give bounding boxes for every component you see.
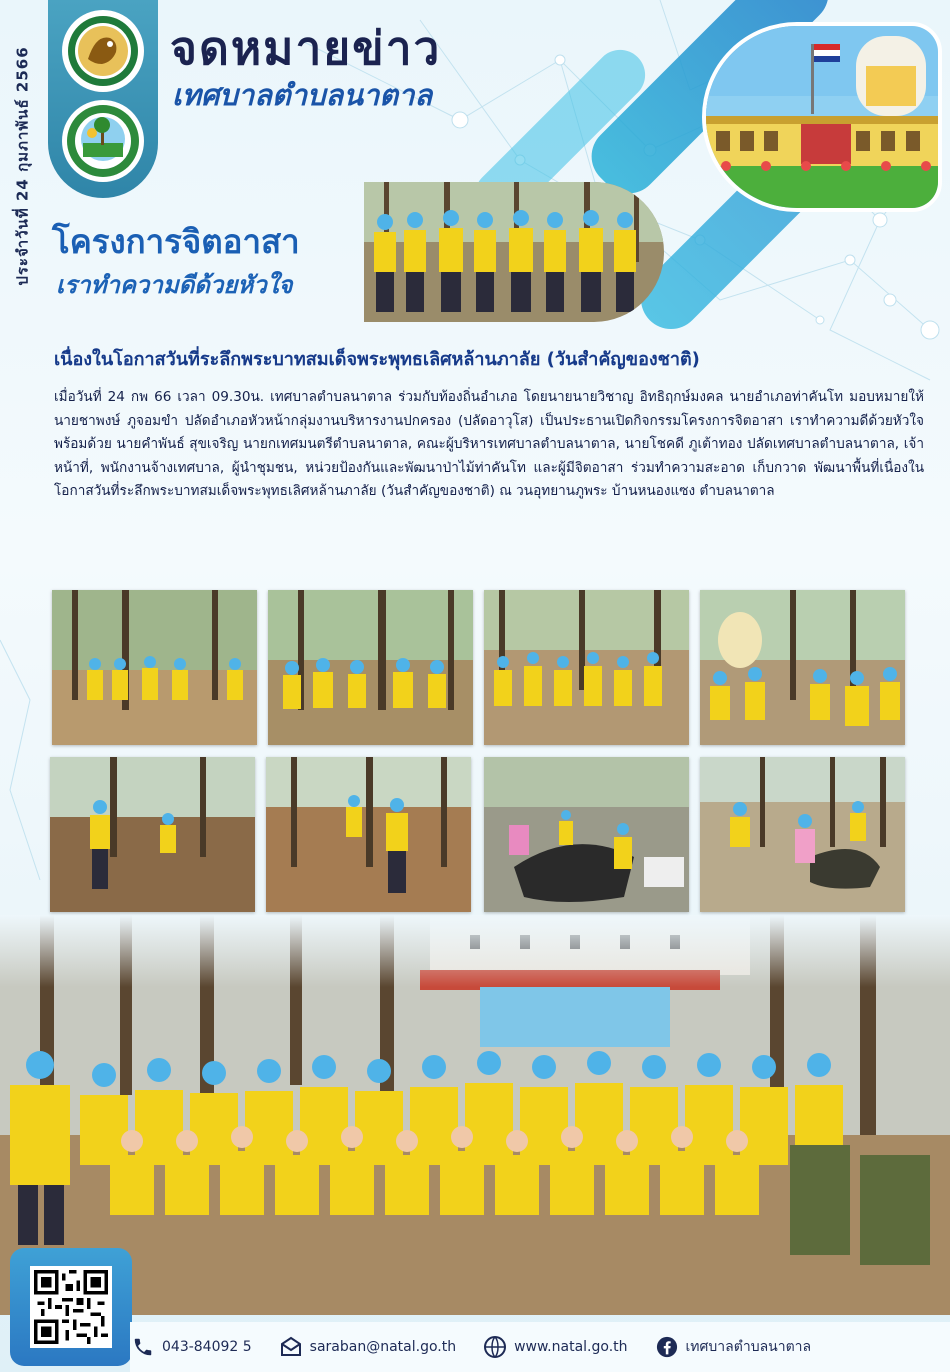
phone-number: 043-84092 5 (162, 1339, 252, 1355)
globe-icon (482, 1334, 508, 1360)
phone-icon (130, 1334, 156, 1360)
footer-phone[interactable] (130, 1334, 252, 1360)
contact-footer (130, 1322, 950, 1372)
issue-date (6, 16, 40, 316)
activity-photo (50, 757, 255, 912)
footer-email[interactable] (278, 1334, 456, 1360)
footer-website[interactable] (482, 1334, 627, 1360)
qr-code-panel (10, 1248, 132, 1366)
article-body: เมื่อวันที่ 24 กพ 66 เวลา 09.30น. เทศบาลตำบลนาตาล ร่วมกับท้องถิ่นอำเภอ โดยนายนายวิชาญ อิทธิฤกษ์มงคล นายอำเภอท่าคันโท มอบหมายให้ นายชาพงษ์ ภูจอมขำ ปลัดอำเภอหัวหน้ากลุ่มงานบริหารงานปกครอง (ปลัดอาวุโส) เป็นประธานเปิดกิจกรรมโครงการจิตอาสา เราทำความดีด้วยหัวใจ พร้อมด้วย นายคำพันธ์ สุขเจริญ นายกเทศมนตรีตำบลนาตาล, คณะผู้บริหารเทศบาลตำบลนาตาล, นายโชคดี ภูเต้าทอง ปลัดเทศบาลตำบลนาตาล, เจ้าหน้าที่, พนักงานจ้างเทศบาล, ผู้นำชุมชน, หน่วยป้องกันและพัฒนาป่าไม้ท่าคันโท และผู้มีจิตอาสา ร่วมทำความสะอาด เก็บกวาด พัฒนาพื้นที่เนื่องในโอกาสวันที่ระลึกพระบาทสมเด็จพระพุทธเลิศหล้านภาลัย (วันสำคัญของชาติ) ณ วนอุทยานภูพระ บ้านหนองแซง ตำบลนาตาล (54, 389, 924, 499)
activity-photo (52, 590, 257, 745)
newsletter-title: จดหมายข่าว (170, 21, 442, 75)
activity-photo (484, 757, 689, 912)
activity-photo (700, 590, 905, 745)
hero-photo (702, 22, 942, 212)
email-icon (278, 1334, 304, 1360)
group-photo (0, 915, 950, 1315)
project-subtitle: เราทำความดีด้วยหัวใจ (56, 271, 293, 299)
article-headline: เนื่องในโอกาสวันที่ระลึกพระบาทสมเด็จพระพุทธเลิศหล้านภาลัย (วันสำคัญของชาติ) (54, 349, 700, 370)
activity-photo (268, 590, 473, 745)
activity-photo (484, 590, 689, 745)
project-title: โครงการจิตอาสา (52, 222, 300, 261)
logo-tab (48, 0, 158, 198)
facebook-icon (654, 1334, 680, 1360)
header-group-photo (364, 182, 664, 322)
activity-photo (266, 757, 471, 912)
ministry-seal-icon (62, 10, 144, 92)
facebook-page: เทศบาลตำบลนาตาล (685, 1339, 812, 1355)
footer-facebook[interactable] (654, 1334, 812, 1360)
activity-photo (700, 757, 905, 912)
qr-code-icon (30, 1266, 112, 1348)
municipality-logo-icon (62, 100, 144, 182)
municipality-name: เทศบาลตำบลนาตาล (172, 78, 433, 112)
email-address: saraban@natal.go.th (309, 1339, 457, 1355)
website-url: www.natal.go.th (514, 1339, 628, 1355)
issue-date-text: ประจำวันที่ 24 กุมภาพันธ์ 2566 (14, 46, 32, 286)
